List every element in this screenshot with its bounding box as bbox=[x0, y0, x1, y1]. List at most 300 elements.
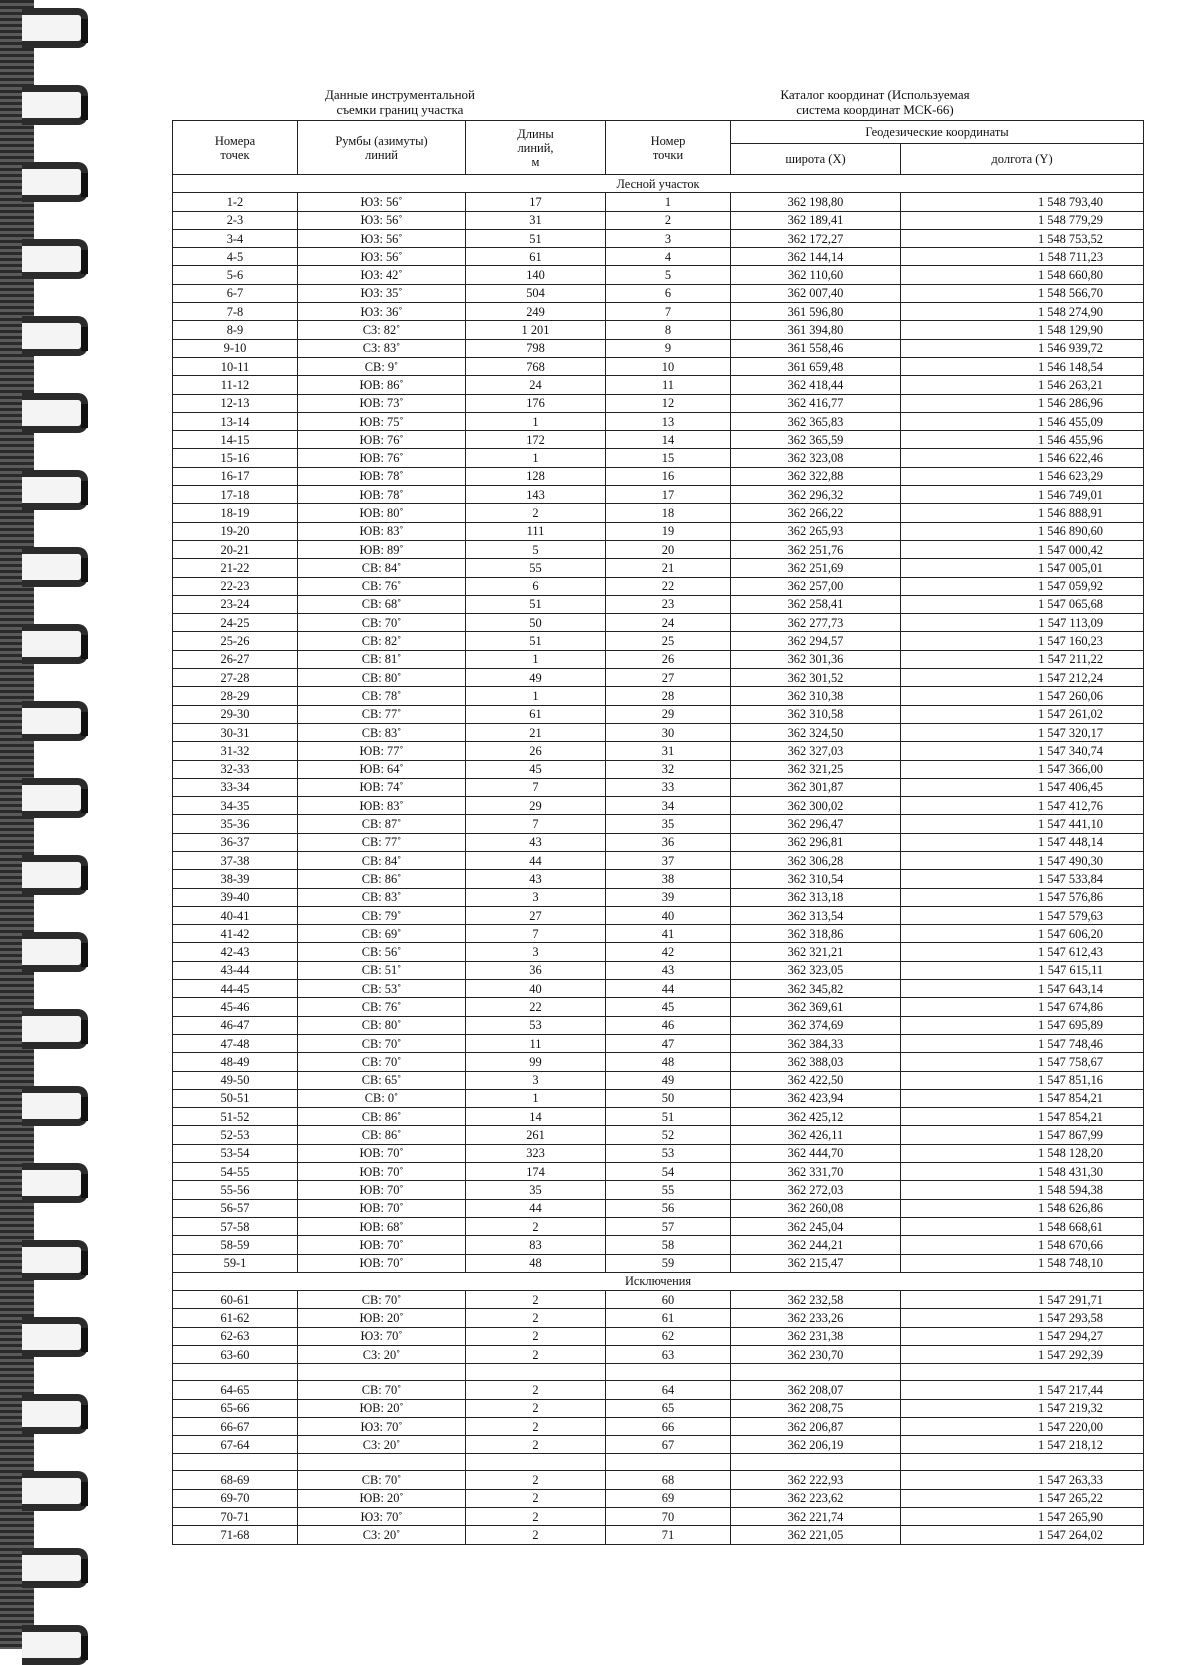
cell-length: 17 bbox=[466, 193, 606, 211]
cell-point-no: 60 bbox=[606, 1291, 731, 1309]
cell-segment: 30-31 bbox=[173, 723, 298, 741]
cell-point-no: 15 bbox=[606, 449, 731, 467]
cell-point-no: 71 bbox=[606, 1526, 731, 1544]
cell-segment: 22-23 bbox=[173, 577, 298, 595]
cell-segment: 56-57 bbox=[173, 1199, 298, 1217]
cell-lat: 362 223,62 bbox=[731, 1489, 901, 1507]
cell-lon: 1 546 749,01 bbox=[901, 486, 1144, 504]
binder-ring bbox=[22, 624, 88, 664]
table-row bbox=[173, 1327, 1144, 1345]
table-row bbox=[173, 339, 1144, 357]
cell-length: 21 bbox=[466, 723, 606, 741]
cell-lat: 362 296,47 bbox=[731, 815, 901, 833]
binder-ring bbox=[22, 1240, 88, 1280]
cell-length: 22 bbox=[466, 998, 606, 1016]
cell-lat: 362 323,05 bbox=[731, 961, 901, 979]
cell-segment: 68-69 bbox=[173, 1471, 298, 1489]
binder-ring bbox=[22, 855, 88, 895]
table-row bbox=[173, 815, 1144, 833]
cell-length: 7 bbox=[466, 778, 606, 796]
cell-bearing: СЗ: 20˚ bbox=[298, 1526, 466, 1544]
cell-point-no: 38 bbox=[606, 870, 731, 888]
empty-cell bbox=[606, 1454, 731, 1471]
cell-segment: 51-52 bbox=[173, 1108, 298, 1126]
cell-length: 2 bbox=[466, 1381, 606, 1399]
cell-point-no: 30 bbox=[606, 723, 731, 741]
cell-bearing: СВ: 86˚ bbox=[298, 1108, 466, 1126]
cell-lon: 1 547 264,02 bbox=[901, 1526, 1144, 1544]
table-row bbox=[173, 1089, 1144, 1107]
cell-point-no: 67 bbox=[606, 1436, 731, 1454]
cell-segment: 52-53 bbox=[173, 1126, 298, 1144]
cell-point-no: 63 bbox=[606, 1346, 731, 1364]
cell-lon: 1 548 779,29 bbox=[901, 211, 1144, 229]
table-row bbox=[173, 467, 1144, 485]
cell-point-no: 9 bbox=[606, 339, 731, 357]
table-row bbox=[173, 504, 1144, 522]
cell-bearing: ЮВ: 75˚ bbox=[298, 412, 466, 430]
cell-segment: 24-25 bbox=[173, 614, 298, 632]
cell-segment: 35-36 bbox=[173, 815, 298, 833]
cell-segment: 50-51 bbox=[173, 1089, 298, 1107]
cell-lon: 1 547 265,90 bbox=[901, 1508, 1144, 1526]
cell-length: 40 bbox=[466, 980, 606, 998]
cell-lat: 362 318,86 bbox=[731, 925, 901, 943]
cell-lon: 1 548 566,70 bbox=[901, 284, 1144, 302]
cell-lat: 362 365,59 bbox=[731, 431, 901, 449]
cell-bearing: ЮЗ: 56˚ bbox=[298, 193, 466, 211]
cell-segment: 70-71 bbox=[173, 1508, 298, 1526]
cell-lat: 362 313,54 bbox=[731, 906, 901, 924]
cell-lat: 362 272,03 bbox=[731, 1181, 901, 1199]
cell-length: 1 201 bbox=[466, 321, 606, 339]
cell-point-no: 65 bbox=[606, 1399, 731, 1417]
cell-lat: 362 374,69 bbox=[731, 1016, 901, 1034]
cell-lon: 1 547 160,23 bbox=[901, 632, 1144, 650]
cell-lat: 362 215,47 bbox=[731, 1254, 901, 1272]
cell-length: 7 bbox=[466, 925, 606, 943]
cell-length: 55 bbox=[466, 559, 606, 577]
cell-lon: 1 547 366,00 bbox=[901, 760, 1144, 778]
table-row bbox=[173, 1399, 1144, 1417]
cell-bearing: СВ: 69˚ bbox=[298, 925, 466, 943]
table-row bbox=[173, 1016, 1144, 1034]
cell-point-no: 10 bbox=[606, 357, 731, 375]
cell-segment: 58-59 bbox=[173, 1236, 298, 1254]
empty-cell bbox=[173, 1364, 298, 1381]
cell-length: 11 bbox=[466, 1034, 606, 1052]
cell-length: 174 bbox=[466, 1163, 606, 1181]
binder-ring bbox=[22, 1317, 88, 1357]
cell-segment: 20-21 bbox=[173, 540, 298, 558]
cell-lon: 1 547 218,12 bbox=[901, 1436, 1144, 1454]
cell-segment: 41-42 bbox=[173, 925, 298, 943]
empty-cell bbox=[298, 1364, 466, 1381]
cell-lat: 362 110,60 bbox=[731, 266, 901, 284]
cell-bearing: ЮВ: 20˚ bbox=[298, 1399, 466, 1417]
section-title: Исключения bbox=[173, 1272, 1144, 1290]
table-row bbox=[173, 321, 1144, 339]
cell-length: 45 bbox=[466, 760, 606, 778]
cell-lon: 1 546 148,54 bbox=[901, 357, 1144, 375]
cell-length: 2 bbox=[466, 1526, 606, 1544]
cell-lon: 1 547 260,06 bbox=[901, 687, 1144, 705]
cell-bearing: СВ: 79˚ bbox=[298, 906, 466, 924]
blank-row bbox=[173, 1454, 1144, 1471]
cell-length: 6 bbox=[466, 577, 606, 595]
cell-length: 1 bbox=[466, 1089, 606, 1107]
cell-point-no: 32 bbox=[606, 760, 731, 778]
table-row bbox=[173, 1053, 1144, 1071]
table-row bbox=[173, 961, 1144, 979]
cell-segment: 25-26 bbox=[173, 632, 298, 650]
cell-point-no: 17 bbox=[606, 486, 731, 504]
cell-bearing: ЮВ: 64˚ bbox=[298, 760, 466, 778]
cell-lat: 362 313,18 bbox=[731, 888, 901, 906]
cell-lon: 1 547 448,14 bbox=[901, 833, 1144, 851]
table-row bbox=[173, 1034, 1144, 1052]
cell-length: 24 bbox=[466, 376, 606, 394]
cell-segment: 8-9 bbox=[173, 321, 298, 339]
cell-lon: 1 547 854,21 bbox=[901, 1108, 1144, 1126]
cell-lat: 362 260,08 bbox=[731, 1199, 901, 1217]
table-row bbox=[173, 1236, 1144, 1254]
cell-segment: 29-30 bbox=[173, 705, 298, 723]
cell-length: 2 bbox=[466, 1327, 606, 1345]
col-header-point-no: Номер точки bbox=[606, 121, 731, 175]
cell-lon: 1 547 412,76 bbox=[901, 797, 1144, 815]
table-row bbox=[173, 1144, 1144, 1162]
cell-length: 43 bbox=[466, 870, 606, 888]
cell-lon: 1 547 579,63 bbox=[901, 906, 1144, 924]
table-row bbox=[173, 1254, 1144, 1272]
cell-lat: 362 306,28 bbox=[731, 851, 901, 869]
cell-segment: 54-55 bbox=[173, 1163, 298, 1181]
cell-point-no: 20 bbox=[606, 540, 731, 558]
cell-lon: 1 548 793,40 bbox=[901, 193, 1144, 211]
table-row bbox=[173, 614, 1144, 632]
cell-segment: 11-12 bbox=[173, 376, 298, 394]
cell-length: 5 bbox=[466, 540, 606, 558]
cell-lon: 1 548 711,23 bbox=[901, 248, 1144, 266]
cell-lat: 362 444,70 bbox=[731, 1144, 901, 1162]
binder-ring bbox=[22, 1163, 88, 1203]
cell-lat: 362 301,36 bbox=[731, 650, 901, 668]
cell-lat: 362 265,93 bbox=[731, 522, 901, 540]
cell-lat: 362 322,88 bbox=[731, 467, 901, 485]
cell-point-no: 12 bbox=[606, 394, 731, 412]
cell-lat: 362 221,74 bbox=[731, 1508, 901, 1526]
cell-bearing: СЗ: 83˚ bbox=[298, 339, 466, 357]
table-row bbox=[173, 1108, 1144, 1126]
cell-bearing: ЮВ: 78˚ bbox=[298, 486, 466, 504]
table-row bbox=[173, 559, 1144, 577]
cell-bearing: ЮВ: 70˚ bbox=[298, 1144, 466, 1162]
cell-lon: 1 547 211,22 bbox=[901, 650, 1144, 668]
cell-segment: 7-8 bbox=[173, 303, 298, 321]
cell-bearing: ЮЗ: 70˚ bbox=[298, 1508, 466, 1526]
table-row bbox=[173, 376, 1144, 394]
cell-lat: 362 251,76 bbox=[731, 540, 901, 558]
cell-lon: 1 548 748,10 bbox=[901, 1254, 1144, 1272]
cell-segment: 71-68 bbox=[173, 1526, 298, 1544]
cell-point-no: 61 bbox=[606, 1309, 731, 1327]
cell-lat: 362 388,03 bbox=[731, 1053, 901, 1071]
cell-segment: 61-62 bbox=[173, 1309, 298, 1327]
cell-lon: 1 547 219,32 bbox=[901, 1399, 1144, 1417]
cell-length: 172 bbox=[466, 431, 606, 449]
cell-segment: 69-70 bbox=[173, 1489, 298, 1507]
binder-ring bbox=[22, 1009, 88, 1049]
cell-length: 798 bbox=[466, 339, 606, 357]
survey-data-heading bbox=[290, 87, 510, 117]
cell-length: 53 bbox=[466, 1016, 606, 1034]
cell-lat: 362 245,04 bbox=[731, 1217, 901, 1235]
cell-lat: 362 007,40 bbox=[731, 284, 901, 302]
cell-bearing: ЮЗ: 56˚ bbox=[298, 248, 466, 266]
binder-ring bbox=[22, 1086, 88, 1126]
cell-bearing: СВ: 53˚ bbox=[298, 980, 466, 998]
cell-point-no: 23 bbox=[606, 595, 731, 613]
cell-length: 61 bbox=[466, 705, 606, 723]
empty-cell bbox=[731, 1454, 901, 1471]
cell-point-no: 18 bbox=[606, 504, 731, 522]
cell-segment: 43-44 bbox=[173, 961, 298, 979]
binder-ring bbox=[22, 239, 88, 279]
cell-lon: 1 547 265,22 bbox=[901, 1489, 1144, 1507]
cell-point-no: 53 bbox=[606, 1144, 731, 1162]
cell-bearing: ЮЗ: 56˚ bbox=[298, 211, 466, 229]
cell-bearing: ЮВ: 70˚ bbox=[298, 1236, 466, 1254]
cell-segment: 28-29 bbox=[173, 687, 298, 705]
cell-lat: 362 257,00 bbox=[731, 577, 901, 595]
cell-lon: 1 547 867,99 bbox=[901, 1126, 1144, 1144]
cell-bearing: СВ: 83˚ bbox=[298, 723, 466, 741]
catalog-heading-line2: система координат МСК-66) bbox=[796, 102, 954, 117]
cell-point-no: 4 bbox=[606, 248, 731, 266]
cell-lat: 362 206,19 bbox=[731, 1436, 901, 1454]
binder-ring bbox=[22, 85, 88, 125]
cell-bearing: СЗ: 82˚ bbox=[298, 321, 466, 339]
cell-lat: 362 296,32 bbox=[731, 486, 901, 504]
table-row bbox=[173, 1309, 1144, 1327]
cell-bearing: СВ: 84˚ bbox=[298, 559, 466, 577]
cell-lat: 362 310,58 bbox=[731, 705, 901, 723]
cell-lon: 1 547 005,01 bbox=[901, 559, 1144, 577]
cell-segment: 17-18 bbox=[173, 486, 298, 504]
empty-cell bbox=[173, 1454, 298, 1471]
empty-cell bbox=[901, 1454, 1144, 1471]
cell-bearing: ЮЗ: 70˚ bbox=[298, 1327, 466, 1345]
cell-point-no: 8 bbox=[606, 321, 731, 339]
cell-point-no: 68 bbox=[606, 1471, 731, 1489]
cell-segment: 47-48 bbox=[173, 1034, 298, 1052]
table-row bbox=[173, 1163, 1144, 1181]
survey-heading-line1: Данные инструментальной bbox=[325, 87, 475, 102]
cell-bearing: СВ: 68˚ bbox=[298, 595, 466, 613]
cell-point-no: 43 bbox=[606, 961, 731, 979]
table-row bbox=[173, 925, 1144, 943]
table-row bbox=[173, 1071, 1144, 1089]
cell-lat: 362 251,69 bbox=[731, 559, 901, 577]
empty-cell bbox=[901, 1364, 1144, 1381]
cell-bearing: СЗ: 20˚ bbox=[298, 1346, 466, 1364]
cell-point-no: 24 bbox=[606, 614, 731, 632]
cell-lat: 362 369,61 bbox=[731, 998, 901, 1016]
cell-lat: 362 321,21 bbox=[731, 943, 901, 961]
cell-lat: 362 233,26 bbox=[731, 1309, 901, 1327]
table-row bbox=[173, 650, 1144, 668]
cell-length: 2 bbox=[466, 1436, 606, 1454]
cell-bearing: СЗ: 20˚ bbox=[298, 1436, 466, 1454]
cell-lon: 1 547 748,46 bbox=[901, 1034, 1144, 1052]
cell-lon: 1 546 890,60 bbox=[901, 522, 1144, 540]
cell-lon: 1 548 594,38 bbox=[901, 1181, 1144, 1199]
cell-point-no: 51 bbox=[606, 1108, 731, 1126]
cell-length: 2 bbox=[466, 1417, 606, 1435]
cell-lat: 362 327,03 bbox=[731, 742, 901, 760]
cell-lon: 1 548 274,90 bbox=[901, 303, 1144, 321]
cell-length: 49 bbox=[466, 669, 606, 687]
cell-segment: 64-65 bbox=[173, 1381, 298, 1399]
binder-ring bbox=[22, 1625, 88, 1665]
cell-point-no: 37 bbox=[606, 851, 731, 869]
table-row bbox=[173, 980, 1144, 998]
cell-lon: 1 548 128,20 bbox=[901, 1144, 1144, 1162]
cell-lon: 1 547 294,27 bbox=[901, 1327, 1144, 1345]
table-row bbox=[173, 906, 1144, 924]
cell-bearing: СВ: 70˚ bbox=[298, 614, 466, 632]
cell-length: 50 bbox=[466, 614, 606, 632]
cell-bearing: СВ: 70˚ bbox=[298, 1291, 466, 1309]
cell-lat: 362 230,70 bbox=[731, 1346, 901, 1364]
cell-bearing: СВ: 70˚ bbox=[298, 1034, 466, 1052]
cell-segment: 38-39 bbox=[173, 870, 298, 888]
cell-segment: 15-16 bbox=[173, 449, 298, 467]
cell-segment: 48-49 bbox=[173, 1053, 298, 1071]
cell-segment: 65-66 bbox=[173, 1399, 298, 1417]
cell-segment: 34-35 bbox=[173, 797, 298, 815]
cell-lon: 1 547 854,21 bbox=[901, 1089, 1144, 1107]
cell-length: 99 bbox=[466, 1053, 606, 1071]
table-row bbox=[173, 760, 1144, 778]
cell-bearing: ЮВ: 83˚ bbox=[298, 522, 466, 540]
cell-length: 48 bbox=[466, 1254, 606, 1272]
cell-lon: 1 547 758,67 bbox=[901, 1053, 1144, 1071]
cell-segment: 67-64 bbox=[173, 1436, 298, 1454]
cell-lat: 362 384,33 bbox=[731, 1034, 901, 1052]
table-row bbox=[173, 522, 1144, 540]
binder-ring bbox=[22, 1394, 88, 1434]
cell-lon: 1 547 674,86 bbox=[901, 998, 1144, 1016]
cell-lon: 1 547 320,17 bbox=[901, 723, 1144, 741]
cell-lat: 362 425,12 bbox=[731, 1108, 901, 1126]
cell-point-no: 13 bbox=[606, 412, 731, 430]
table-row bbox=[173, 1381, 1144, 1399]
cell-segment: 59-1 bbox=[173, 1254, 298, 1272]
col-header-lengths: Длины линий, м bbox=[466, 121, 606, 175]
cell-lon: 1 547 533,84 bbox=[901, 870, 1144, 888]
cell-segment: 45-46 bbox=[173, 998, 298, 1016]
cell-length: 249 bbox=[466, 303, 606, 321]
cell-segment: 57-58 bbox=[173, 1217, 298, 1235]
cell-length: 51 bbox=[466, 632, 606, 650]
cell-point-no: 16 bbox=[606, 467, 731, 485]
cell-point-no: 56 bbox=[606, 1199, 731, 1217]
cell-length: 83 bbox=[466, 1236, 606, 1254]
cell-point-no: 46 bbox=[606, 1016, 731, 1034]
cell-point-no: 45 bbox=[606, 998, 731, 1016]
cell-point-no: 47 bbox=[606, 1034, 731, 1052]
cell-lon: 1 547 851,16 bbox=[901, 1071, 1144, 1089]
cell-segment: 46-47 bbox=[173, 1016, 298, 1034]
cell-lat: 362 172,27 bbox=[731, 229, 901, 247]
cell-lon: 1 548 670,66 bbox=[901, 1236, 1144, 1254]
binder-ring bbox=[22, 932, 88, 972]
cell-length: 1 bbox=[466, 650, 606, 668]
cell-bearing: СВ: 81˚ bbox=[298, 650, 466, 668]
catalog-heading-line1: Каталог координат (Используемая bbox=[780, 87, 970, 102]
cell-length: 2 bbox=[466, 1291, 606, 1309]
cell-bearing: ЮВ: 78˚ bbox=[298, 467, 466, 485]
cell-lon: 1 546 622,46 bbox=[901, 449, 1144, 467]
cell-segment: 44-45 bbox=[173, 980, 298, 998]
cell-length: 44 bbox=[466, 851, 606, 869]
cell-point-no: 41 bbox=[606, 925, 731, 943]
cell-bearing: СВ: 76˚ bbox=[298, 998, 466, 1016]
cell-bearing: СВ: 9˚ bbox=[298, 357, 466, 375]
table-row bbox=[173, 870, 1144, 888]
cell-segment: 26-27 bbox=[173, 650, 298, 668]
table-row bbox=[173, 266, 1144, 284]
cell-bearing: СВ: 70˚ bbox=[298, 1471, 466, 1489]
cell-lat: 361 558,46 bbox=[731, 339, 901, 357]
section-title: Лесной участок bbox=[173, 175, 1144, 193]
cell-bearing: СВ: 76˚ bbox=[298, 577, 466, 595]
cell-lon: 1 546 623,29 bbox=[901, 467, 1144, 485]
binder-ring bbox=[22, 547, 88, 587]
cell-segment: 16-17 bbox=[173, 467, 298, 485]
cell-lon: 1 547 612,43 bbox=[901, 943, 1144, 961]
cell-bearing: СВ: 78˚ bbox=[298, 687, 466, 705]
cell-point-no: 7 bbox=[606, 303, 731, 321]
cell-lon: 1 547 615,11 bbox=[901, 961, 1144, 979]
cell-lat: 361 394,80 bbox=[731, 321, 901, 339]
cell-length: 3 bbox=[466, 943, 606, 961]
empty-cell bbox=[606, 1364, 731, 1381]
cell-segment: 37-38 bbox=[173, 851, 298, 869]
cell-point-no: 64 bbox=[606, 1381, 731, 1399]
cell-lat: 362 294,57 bbox=[731, 632, 901, 650]
cell-lon: 1 547 113,09 bbox=[901, 614, 1144, 632]
cell-bearing: СВ: 84˚ bbox=[298, 851, 466, 869]
cell-lat: 362 198,80 bbox=[731, 193, 901, 211]
cell-segment: 33-34 bbox=[173, 778, 298, 796]
cell-bearing: СВ: 0˚ bbox=[298, 1089, 466, 1107]
cell-point-no: 36 bbox=[606, 833, 731, 851]
cell-length: 27 bbox=[466, 906, 606, 924]
cell-lat: 362 208,75 bbox=[731, 1399, 901, 1417]
table-row bbox=[173, 303, 1144, 321]
cell-bearing: ЮЗ: 56˚ bbox=[298, 229, 466, 247]
cell-length: 504 bbox=[466, 284, 606, 302]
cell-lon: 1 547 263,33 bbox=[901, 1471, 1144, 1489]
cell-lon: 1 546 286,96 bbox=[901, 394, 1144, 412]
cell-point-no: 48 bbox=[606, 1053, 731, 1071]
cell-bearing: ЮВ: 70˚ bbox=[298, 1254, 466, 1272]
cell-length: 35 bbox=[466, 1181, 606, 1199]
cell-bearing: СВ: 77˚ bbox=[298, 833, 466, 851]
